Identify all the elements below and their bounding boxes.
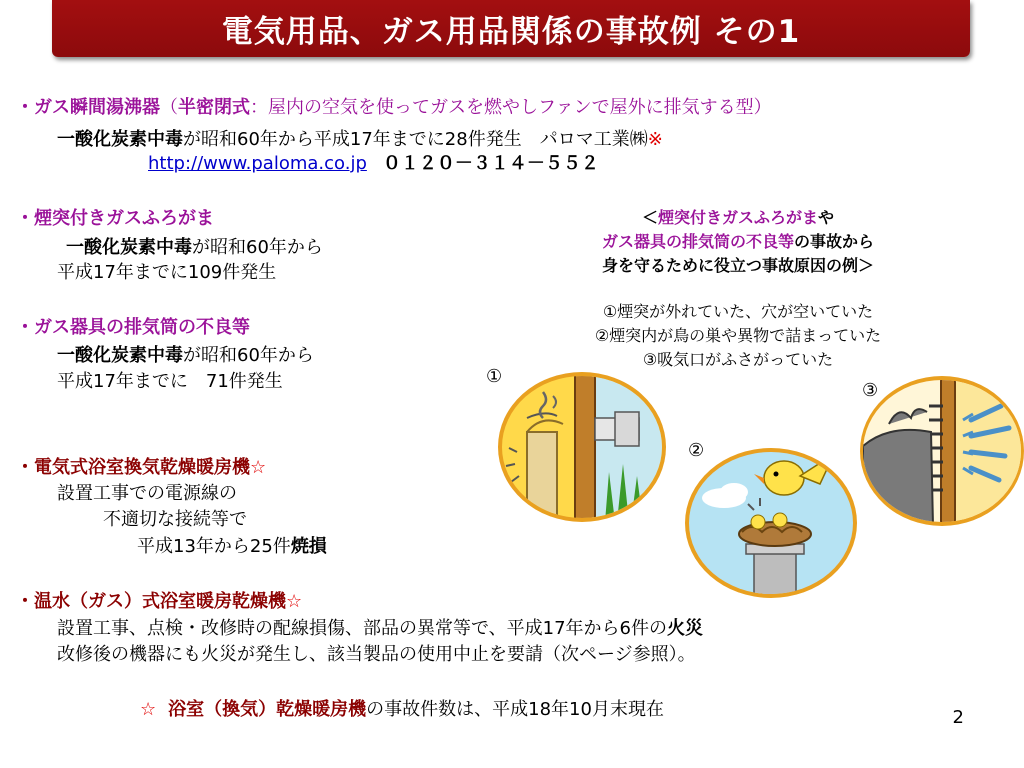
phone-number: ０１２０－３１４－５５２	[382, 153, 599, 174]
item-bath-boiler-line2: 平成17年までに109件発生	[57, 262, 277, 283]
note-mark: ※	[647, 129, 663, 150]
item-electric-dryer-heading: ・電気式浴室換気乾燥暖房機☆	[16, 457, 267, 478]
item-exhaust-pipe-line2: 平成17年までに 71件発生	[57, 371, 283, 392]
cause-1: ①煙突が外れていた、穴が空いていた	[602, 302, 874, 321]
page-title: 電気用品、ガス用品関係の事故例 その1	[221, 14, 801, 50]
item-gas-water-heater-contact	[148, 152, 599, 176]
item-electric-dryer-line2: 不適切な接続等で	[103, 509, 247, 530]
illustration-1-number: ①	[486, 366, 503, 387]
illustration-2-bird-nest	[684, 448, 858, 598]
item-electric-dryer-line3: 平成13年から25件焼損	[137, 536, 327, 557]
item-electric-dryer-line1: 設置工事での電源線の	[57, 483, 237, 504]
page-number: 2	[952, 707, 964, 728]
callout-line3: 身を守るために役立つ事故原因の例＞	[601, 256, 874, 275]
illustration-1-detached-chimney	[497, 372, 667, 522]
callout-line2: ガス器具の排気筒の不良等の事故から	[601, 232, 875, 251]
cause-3: ③吸気口がふさがっていた	[642, 350, 834, 369]
item-hot-water-dryer-heading: ・温水（ガス）式浴室暖房乾燥機☆	[16, 591, 303, 612]
item-exhaust-pipe-heading: ・ガス器具の排気筒の不良等	[16, 317, 250, 338]
item-gas-water-heater-line1: 一酸化炭素中毒が昭和60年から平成17年までに28件発生 パロマ工業㈱※	[57, 129, 663, 150]
item-hot-water-dryer-line2: 改修後の機器にも火災が発生し、該当製品の使用中止を要請（次ページ参照）。	[57, 644, 696, 665]
star-mark: ☆	[286, 591, 303, 612]
footnote: ☆ 浴室（換気）乾燥暖房機の事故件数は、平成18年10月末現在	[140, 699, 664, 720]
illustration-2-number: ②	[688, 440, 705, 461]
title-bar	[52, 0, 970, 57]
star-mark: ☆	[250, 457, 267, 478]
cause-2: ②煙突内が鳥の巣や異物で詰まっていた	[594, 326, 882, 345]
paloma-link[interactable]: http://www.paloma.co.jp	[148, 153, 367, 174]
illustration-3-blocked-intake	[859, 376, 1024, 526]
illustration-3-number: ③	[862, 380, 879, 401]
item-bath-boiler-heading: ・煙突付きガスふろがま	[16, 208, 214, 229]
item-exhaust-pipe-line1: 一酸化炭素中毒が昭和60年から	[57, 345, 314, 366]
star-mark: ☆	[140, 699, 157, 720]
item-bath-boiler-line1: 一酸化炭素中毒が昭和60年から	[66, 237, 323, 258]
item-hot-water-dryer-line1: 設置工事、点検・改修時の配線損傷、部品の異常等で、平成17年から6件の火災	[57, 618, 703, 639]
item-gas-water-heater-heading: ・ガス瞬間湯沸器（半密閉式：屋内の空気を使ってガスを燃やしファンで屋外に排気する型）	[16, 97, 772, 118]
callout-line1: ＜煙突付きガスふろがまや	[641, 208, 835, 227]
